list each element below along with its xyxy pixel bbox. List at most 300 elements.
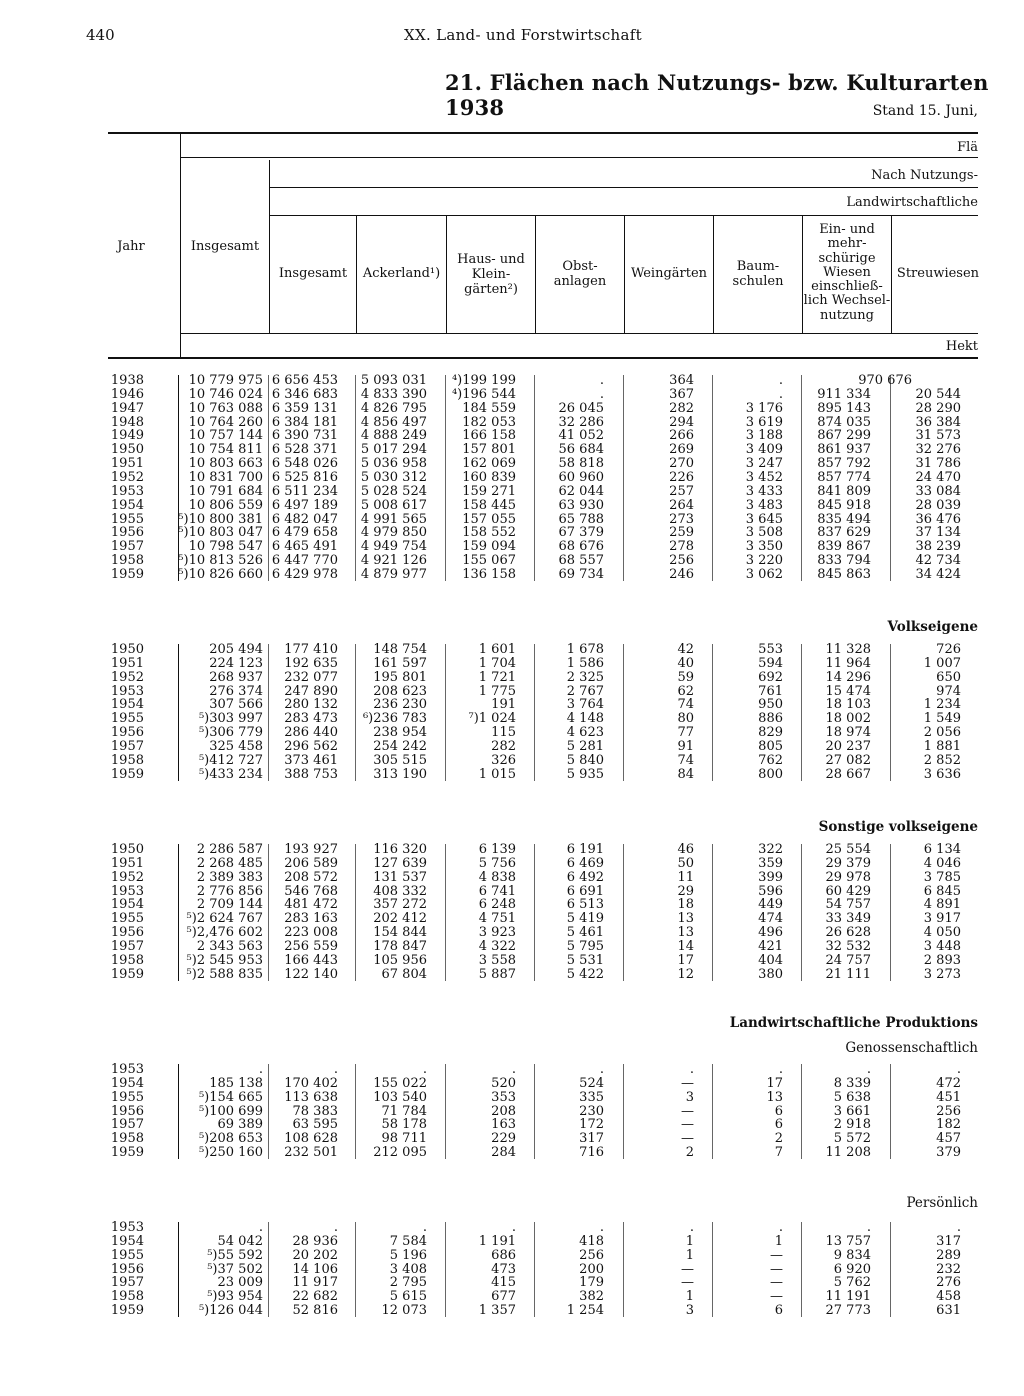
cell-wein: — — [681, 1131, 694, 1147]
cell-wein: 17 — [677, 952, 694, 968]
header-rule-1 — [181, 157, 978, 158]
cell-year: 1951 — [110, 655, 144, 671]
cell-year: 1957 — [110, 539, 144, 555]
cell-haus: 1 704 — [478, 655, 516, 671]
cell-acker: 116 320 — [373, 842, 427, 857]
cell-year: 1955 — [110, 511, 144, 527]
cell-acker: 5 093 031 — [360, 373, 427, 388]
cell-obst: 41 052 — [558, 428, 604, 444]
cell-acker: 98 711 — [381, 1131, 427, 1147]
cell-obst: 1 678 — [566, 642, 604, 657]
cell-haus: 155 067 — [462, 553, 516, 569]
cell-baum: 17 — [766, 1075, 783, 1091]
cell-baum: 3 409 — [745, 442, 783, 458]
cell-ins: 10 763 088 — [188, 400, 263, 416]
col-wiesen — [803, 223, 891, 323]
cell-lw: 286 440 — [284, 725, 338, 741]
cell-ins: ⁵)37 502 — [207, 1261, 263, 1277]
cell-baum: 594 — [758, 655, 783, 671]
cell-lw: 6 479 658 — [271, 525, 338, 541]
column-separator — [801, 375, 802, 581]
cell-year: 1952 — [110, 869, 144, 885]
col-ackerland: Ackerland¹) — [362, 266, 441, 281]
cell-lw: 208 572 — [284, 869, 338, 885]
cell-haus: 115 — [491, 725, 516, 741]
cell-baum: 322 — [758, 842, 783, 857]
cell-haus: 520 — [491, 1075, 516, 1091]
cell-lw: 296 562 — [284, 738, 338, 754]
cell-baum: — — [770, 1275, 783, 1291]
cell-streu: 28 290 — [915, 400, 961, 416]
column-separator — [801, 1064, 802, 1159]
cell-lw: 192 635 — [284, 655, 338, 671]
cell-year: 1956 — [110, 925, 144, 941]
cell-ins: ⁵)10 803 047 — [178, 525, 263, 541]
cell-wiesen: 54 757 — [825, 897, 871, 913]
col-jahr: Jahr — [117, 239, 145, 254]
cell-wein: — — [681, 1261, 694, 1277]
cell-wein: 91 — [677, 738, 694, 754]
stand-date: Stand 15. Juni, — [872, 103, 978, 119]
column-separator — [445, 375, 446, 581]
page-number: 440 — [86, 26, 115, 44]
cell-wein: 84 — [677, 766, 694, 782]
cell-wiesen: 6 920 — [833, 1261, 871, 1277]
cell-ins: ⁵)100 699 — [198, 1103, 263, 1119]
cell-year: 1958 — [110, 553, 144, 569]
cell-wiesen: 11 208 — [825, 1145, 871, 1161]
cell-streu: 31 573 — [915, 428, 961, 444]
cell-wiesen: 27 773 — [825, 1303, 871, 1319]
cell-year: 1938 — [110, 373, 144, 388]
cell-baum: 762 — [758, 752, 783, 768]
cell-year: 1957 — [110, 938, 144, 954]
cell-acker: 5 036 958 — [360, 456, 427, 472]
cell-lw: 177 410 — [284, 642, 338, 657]
cell-haus: 157 055 — [462, 511, 516, 527]
cell-obst: 2 767 — [566, 683, 604, 699]
section-title: Landwirtschaftliche Produktions — [729, 1015, 978, 1031]
cell-ins: 10 831 700 — [188, 469, 263, 485]
cell-wiesen: 874 035 — [817, 414, 871, 430]
cell-streu: 1 234 — [923, 697, 961, 713]
cell-streu: 6 134 — [923, 842, 961, 857]
cell-obst: . — [599, 1062, 604, 1077]
cell-obst: 1 586 — [566, 655, 604, 671]
cell-acker: 71 784 — [381, 1103, 427, 1119]
cell-acker: 148 754 — [373, 642, 427, 657]
cell-baum: 886 — [758, 711, 783, 727]
cell-acker: 212 095 — [373, 1145, 427, 1161]
cell-lw: 11 917 — [292, 1275, 338, 1291]
section-subtitle: Genossenschaftlich — [845, 1040, 978, 1056]
cell-haus: 158 445 — [462, 497, 516, 513]
cell-wiesen: 5 572 — [833, 1131, 871, 1147]
cell-baum: 761 — [758, 683, 783, 699]
column-separator — [268, 1222, 269, 1317]
col-wiesen-line3: schürige — [818, 250, 876, 266]
cell-acker: 4 949 754 — [360, 539, 427, 555]
cell-acker: 178 847 — [373, 938, 427, 954]
cell-wiesen: 857 792 — [817, 456, 871, 472]
cell-acker: 5 030 312 — [360, 469, 427, 485]
header-landwirtschaftliche: Landwirtschaftliche — [846, 195, 978, 210]
col-baum-line2: schulen — [732, 274, 784, 289]
cell-wein: 282 — [669, 400, 694, 416]
cell-haus: 157 801 — [462, 442, 516, 458]
cell-ins: ⁵)433 234 — [198, 766, 263, 782]
cell-wein: 256 — [669, 553, 694, 569]
cell-streu: 31 786 — [915, 456, 961, 472]
column-separator — [534, 844, 535, 981]
cell-baum: 3 062 — [745, 566, 783, 582]
cell-lw: 223 008 — [284, 925, 338, 941]
cell-obst: 6 492 — [566, 869, 604, 885]
cell-baum: 692 — [758, 669, 783, 685]
cell-lw: 6 384 181 — [271, 414, 338, 430]
cell-lw: 6 429 978 — [271, 566, 338, 582]
cell-wiesen: 3 661 — [833, 1103, 871, 1119]
cell-wiesen: 27 082 — [825, 752, 871, 768]
cell-streu: 289 — [936, 1247, 961, 1263]
cell-wein: 3 — [685, 1303, 694, 1319]
cell-year: 1948 — [110, 414, 144, 430]
cell-wein: 226 — [669, 469, 694, 485]
column-separator — [890, 1222, 891, 1317]
cell-wiesen: 11 191 — [825, 1289, 871, 1305]
cell-acker: 161 597 — [373, 655, 427, 671]
cell-lw: 6 497 189 — [271, 497, 338, 513]
cell-wiesen: 845 863 — [817, 566, 871, 582]
col-haus — [447, 252, 535, 297]
col-haus-line3: gärten²) — [464, 282, 518, 297]
cell-baum: 3 452 — [745, 469, 783, 485]
cell-lw: 283 163 — [284, 911, 338, 927]
cell-wiesen: 18 103 — [825, 697, 871, 713]
cell-obst: 69 734 — [558, 566, 604, 582]
cell-year: 1951 — [110, 456, 144, 472]
cell-haus: 159 271 — [462, 483, 516, 499]
cell-ins: 205 494 — [209, 642, 263, 657]
cell-lw: 52 816 — [292, 1303, 338, 1319]
cell-baum: 3 350 — [745, 539, 783, 555]
cell-haus: 282 — [491, 738, 516, 754]
cell-lw: 232 077 — [284, 669, 338, 685]
cell-lw: 22 682 — [292, 1289, 338, 1305]
cell-wiesen: 8 339 — [833, 1075, 871, 1091]
cell-acker: 238 954 — [373, 725, 427, 741]
cell-year: 1956 — [110, 1261, 144, 1277]
cell-haus: 3 923 — [478, 925, 516, 941]
cell-wiesen: 9 834 — [833, 1247, 871, 1263]
cell-ins: 10 798 547 — [188, 539, 263, 555]
column-separator — [268, 375, 269, 581]
cell-haus: 353 — [491, 1089, 516, 1105]
cell-ins: 54 042 — [217, 1233, 263, 1249]
cell-wein: 269 — [669, 442, 694, 458]
cell-year: 1954 — [110, 1075, 144, 1091]
column-separator — [890, 375, 891, 581]
cell-obst: 200 — [579, 1261, 604, 1277]
cell-baum: 3 619 — [745, 414, 783, 430]
cell-streu: 4 050 — [923, 925, 961, 941]
cell-ins: ⁵)55 592 — [207, 1247, 263, 1263]
cell-wein: 364 — [669, 373, 694, 388]
cell-obst: 26 045 — [558, 400, 604, 416]
cell-ins: ⁵)126 044 — [198, 1303, 263, 1319]
cell-haus: 159 094 — [462, 539, 516, 555]
cell-streu: 2 056 — [923, 725, 961, 741]
cell-lw: 108 628 — [284, 1131, 338, 1147]
cell-wiesen: 25 554 — [825, 842, 871, 857]
cell-obst: 418 — [579, 1233, 604, 1249]
cell-acker: . — [422, 1062, 427, 1077]
cell-ins: ⁵)250 160 — [198, 1145, 263, 1161]
cell-haus: 677 — [491, 1289, 516, 1305]
column-separator — [178, 644, 179, 781]
cell-wiesen: 33 349 — [825, 911, 871, 927]
cell-baum: 596 — [758, 883, 783, 899]
cell-streu: 276 — [936, 1275, 961, 1291]
cell-wein: 46 — [677, 842, 694, 857]
cell-haus: 1 721 — [478, 669, 516, 685]
cell-haus: 166 158 — [462, 428, 516, 444]
cell-wein: 259 — [669, 525, 694, 541]
cell-year: 1952 — [110, 469, 144, 485]
cell-lw: 6 447 770 — [271, 553, 338, 569]
cell-wein: 12 — [677, 966, 694, 982]
cell-baum: 6 — [774, 1117, 783, 1133]
column-separator — [268, 844, 269, 981]
cell-lw: 6 548 026 — [271, 456, 338, 472]
column-separator — [445, 1064, 446, 1159]
cell-baum: 13 — [766, 1089, 783, 1105]
cell-baum: 553 — [758, 642, 783, 657]
cell-ins: 69 389 — [217, 1117, 263, 1133]
cell-ins: 2 286 587 — [196, 842, 263, 857]
cell-haus: ⁴)199 199 — [451, 373, 516, 388]
cell-ins: 2 343 563 — [196, 938, 263, 954]
cell-haus: 6 248 — [478, 897, 516, 913]
cell-lw: . — [333, 1062, 338, 1077]
cell-wein: 2 — [685, 1145, 694, 1161]
cell-streu: 457 — [936, 1131, 961, 1147]
column-separator — [712, 375, 713, 581]
cell-ins: ⁵)10 813 526 — [178, 553, 263, 569]
col-wein: Weingärten — [630, 266, 708, 281]
cell-obst: 230 — [579, 1103, 604, 1119]
cell-streu: 36 384 — [915, 414, 961, 430]
cell-streu: 6 845 — [923, 883, 961, 899]
col-haus-line2: Klein- — [471, 267, 511, 282]
cell-haus: 415 — [491, 1275, 516, 1291]
cell-ins: ⁵)10 800 381 — [178, 511, 263, 527]
cell-haus: 5 756 — [478, 855, 516, 871]
cell-haus: 6 741 — [478, 883, 516, 899]
cell-ins: ⁵)303 997 — [198, 711, 263, 727]
cell-acker: 2 795 — [389, 1275, 427, 1291]
cell-lw: 388 753 — [284, 766, 338, 782]
header-rule-4 — [181, 333, 978, 334]
cell-wein: 367 — [669, 386, 694, 402]
cell-lw: 206 589 — [284, 855, 338, 871]
cell-streu: 34 424 — [915, 566, 961, 582]
cell-ins: 10 754 811 — [188, 442, 263, 458]
cell-obst: 56 684 — [558, 442, 604, 458]
cell-wein: 18 — [677, 897, 694, 913]
column-separator — [445, 844, 446, 981]
cell-wiesen: 835 494 — [817, 511, 871, 527]
cell-haus: 1 601 — [478, 642, 516, 657]
header-top-rule — [108, 132, 978, 134]
cell-obst: 32 286 — [558, 414, 604, 430]
cell-wiesen: 5 638 — [833, 1089, 871, 1105]
cell-acker: 131 537 — [373, 869, 427, 885]
cell-haus: 686 — [491, 1247, 516, 1263]
cell-wiesen: 15 474 — [825, 683, 871, 699]
cell-baum: 3 645 — [745, 511, 783, 527]
cell-acker: 357 272 — [373, 897, 427, 913]
column-separator — [801, 1222, 802, 1317]
cell-wein: 266 — [669, 428, 694, 444]
cell-wein: 1 — [685, 1289, 694, 1305]
cell-year: 1951 — [110, 855, 144, 871]
cell-baum: 3 176 — [745, 400, 783, 416]
cell-wein: 246 — [669, 566, 694, 582]
cell-lw: 113 638 — [284, 1089, 338, 1105]
cell-year: 1957 — [110, 738, 144, 754]
header-unit: Hekt — [945, 339, 978, 354]
column-separator — [801, 644, 802, 781]
cell-lw: 481 472 — [284, 897, 338, 913]
cell-lw: 373 461 — [284, 752, 338, 768]
cell-wiesen: 29 379 — [825, 855, 871, 871]
cell-obst: 5 281 — [566, 738, 604, 754]
cell-lw: 20 202 — [292, 1247, 338, 1263]
cell-obst: 6 513 — [566, 897, 604, 913]
col-baum — [714, 259, 802, 289]
cell-obst: 2 325 — [566, 669, 604, 685]
cell-wein: 40 — [677, 655, 694, 671]
cell-wein: — — [681, 1275, 694, 1291]
cell-obst: 6 469 — [566, 855, 604, 871]
cell-year: 1950 — [110, 842, 144, 857]
cell-lw: 546 768 — [284, 883, 338, 899]
cell-year: 1959 — [110, 966, 144, 982]
cell-lw: 63 595 — [292, 1117, 338, 1133]
cell-haus: 158 552 — [462, 525, 516, 541]
cell-year: 1957 — [110, 1275, 144, 1291]
cell-wiesen: 837 629 — [817, 525, 871, 541]
cell-wiesen: 20 237 — [825, 738, 871, 754]
cell-wiesen: 14 296 — [825, 669, 871, 685]
cell-wiesen: . — [866, 1220, 871, 1235]
cell-lw: 6 528 371 — [271, 442, 338, 458]
cell-obst: 6 691 — [566, 883, 604, 899]
cell-baum: 496 — [758, 925, 783, 941]
cell-year: 1959 — [110, 1303, 144, 1319]
cell-obst: 5 422 — [566, 966, 604, 982]
cell-obst: 3 764 — [566, 697, 604, 713]
cell-baum: 3 483 — [745, 497, 783, 513]
cell-lw: 283 473 — [284, 711, 338, 727]
cell-baum: — — [770, 1247, 783, 1263]
cell-obst: 60 960 — [558, 469, 604, 485]
cell-wein: 14 — [677, 938, 694, 954]
column-separator — [712, 844, 713, 981]
cell-haus: 1 191 — [478, 1233, 516, 1249]
cell-wiesen: . — [866, 1062, 871, 1077]
cell-haus: 473 — [491, 1261, 516, 1277]
cell-wiesen: 857 774 — [817, 469, 871, 485]
cell-ins: 10 779 975 — [188, 373, 263, 388]
cell-streu: 3 636 — [923, 766, 961, 782]
cell-streu: 232 — [936, 1261, 961, 1277]
cell-obst: 58 818 — [558, 456, 604, 472]
cell-wein: 273 — [669, 511, 694, 527]
cell-streu: 1 549 — [923, 711, 961, 727]
cell-wiesen: 839 867 — [817, 539, 871, 555]
cell-wein: 278 — [669, 539, 694, 555]
cell-obst: 716 — [579, 1145, 604, 1161]
cell-wiesen: 833 794 — [817, 553, 871, 569]
cell-acker: 305 515 — [373, 752, 427, 768]
cell-lw: 232 501 — [284, 1145, 338, 1161]
cell-year: 1956 — [110, 525, 144, 541]
cell-year: 1952 — [110, 669, 144, 685]
cell-ins: ⁵)306 779 — [198, 725, 263, 741]
cell-baum: 6 — [774, 1303, 783, 1319]
cell-obst: 256 — [579, 1247, 604, 1263]
cell-year: 1946 — [110, 386, 144, 402]
column-separator — [178, 1064, 179, 1159]
cell-obst: 524 — [579, 1075, 604, 1091]
column-separator — [890, 644, 891, 781]
cell-acker: 12 073 — [381, 1303, 427, 1319]
cell-ins: ⁵)2 545 953 — [186, 952, 263, 968]
cell-haus: 4 322 — [478, 938, 516, 954]
cell-obst: 382 — [579, 1289, 604, 1305]
cell-baum: . — [778, 386, 783, 402]
cell-lw: 6 525 816 — [271, 469, 338, 485]
cell-haus: 5 887 — [478, 966, 516, 982]
cell-year: 1958 — [110, 1131, 144, 1147]
cell-baum: 421 — [758, 938, 783, 954]
cell-wein: 257 — [669, 483, 694, 499]
cell-wiesen: 845 918 — [817, 497, 871, 513]
cell-haus: 162 069 — [462, 456, 516, 472]
cell-haus: 284 — [491, 1145, 516, 1161]
cell-streu: 3 785 — [923, 869, 961, 885]
cell-acker: 4 879 977 — [360, 566, 427, 582]
cell-acker: 4 888 249 — [360, 428, 427, 444]
cell-ins: 224 123 — [209, 655, 263, 671]
column-separator — [178, 375, 179, 581]
cell-ins: 307 566 — [209, 697, 263, 713]
cell-baum: — — [770, 1289, 783, 1305]
cell-wiesen: 5 762 — [833, 1275, 871, 1291]
cell-ins: 2 268 485 — [196, 855, 263, 871]
cell-streu: 28 039 — [915, 497, 961, 513]
column-separator — [623, 375, 624, 581]
cell-ins: 23 009 — [217, 1275, 263, 1291]
column-separator — [623, 1064, 624, 1159]
cell-obst: 4 148 — [566, 711, 604, 727]
cell-lw: 166 443 — [284, 952, 338, 968]
cell-baum: 3 220 — [745, 553, 783, 569]
cell-lw: 6 511 234 — [271, 483, 338, 499]
cell-baum: 6 — [774, 1103, 783, 1119]
